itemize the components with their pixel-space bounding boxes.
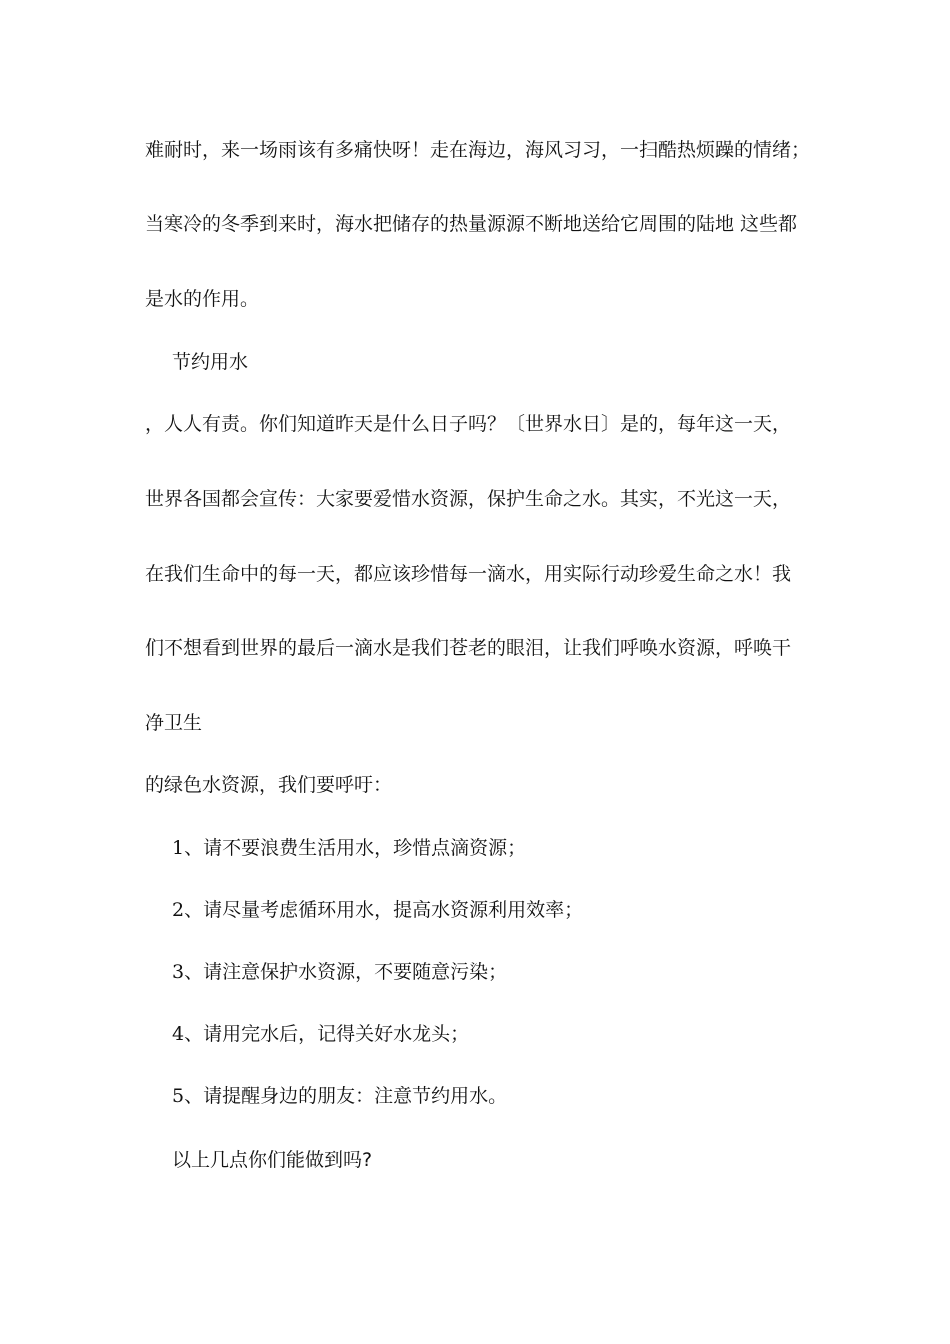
list-item-number: 3 xyxy=(172,961,185,983)
paragraph-line: 当寒冷的冬季到来时，海水把储存的热量源源不断地送给它周围的陆地 这些都 xyxy=(145,213,798,235)
paragraph-line: 难耐时，来一场雨该有多痛快呀！走在海边，海风习习，一扫酷热烦躁的情绪； xyxy=(145,139,811,161)
list-item-number: 2 xyxy=(172,899,185,921)
list-item-text: 、请尽量考虑循环用水，提高水资源利用效率； xyxy=(184,899,584,921)
paragraph-line: 世界各国都会宣传：大家要爱惜水资源，保护生命之水。其实，不光这一天， xyxy=(145,488,792,510)
section-heading: 节约用水 xyxy=(172,351,249,373)
closing-question: 以上几点你们能做到吗? xyxy=(172,1149,373,1171)
list-item xyxy=(172,836,526,860)
list-item xyxy=(172,898,583,922)
paragraph-line: 是水的作用。 xyxy=(145,288,260,310)
list-item-number: 1 xyxy=(172,837,185,859)
list-item-number: 5 xyxy=(172,1085,185,1107)
paragraph-line: ，人人有责。你们知道昨天是什么日子吗？〔世界水日〕是的，每年这一天， xyxy=(145,413,792,435)
paragraph-line: 们不想看到世界的最后一滴水是我们苍老的眼泪，让我们呼唤水资源，呼唤干 xyxy=(145,637,792,659)
list-item-text: 、请用完水后，记得关好水龙头； xyxy=(184,1023,470,1045)
paragraph-line: 净卫生 xyxy=(145,712,203,734)
list-item xyxy=(172,1084,507,1108)
list-item xyxy=(172,1022,469,1046)
list-item-text: 、请注意保护水资源，不要随意污染； xyxy=(184,961,508,983)
paragraph-line: 的绿色水资源，我们要呼吁： xyxy=(145,774,393,796)
paragraph-line: 在我们生命中的每一天，都应该珍惜每一滴水，用实际行动珍爱生命之水！我 xyxy=(145,563,792,585)
list-item-text: 、请提醒身边的朋友：注意节约用水。 xyxy=(184,1085,508,1107)
list-item-number: 4 xyxy=(172,1023,185,1045)
list-item-text: 、请不要浪费生活用水，珍惜点滴资源； xyxy=(184,837,527,859)
list-item xyxy=(172,960,507,984)
